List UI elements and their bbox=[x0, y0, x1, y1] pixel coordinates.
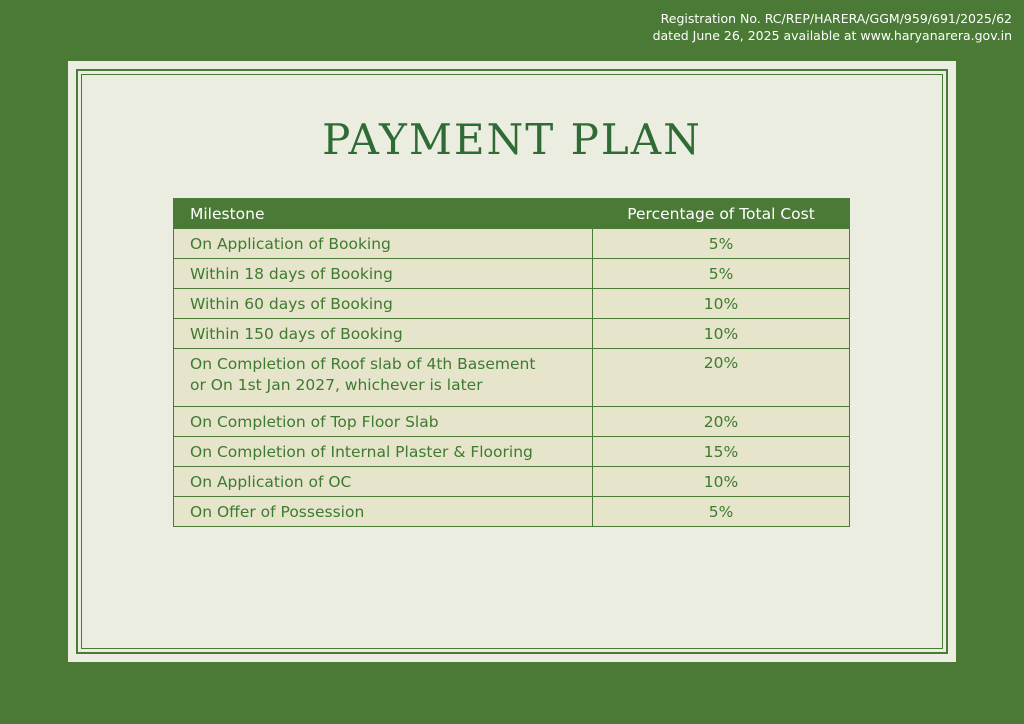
table-row bbox=[174, 407, 850, 437]
payment-plan-table bbox=[173, 198, 850, 527]
percentage-cell: 10% bbox=[593, 289, 850, 319]
percentage-cell: 15% bbox=[593, 437, 850, 467]
registration-line-2: dated June 26, 2025 available at www.haryanarera.gov.in bbox=[652, 28, 1012, 43]
table-row bbox=[174, 497, 850, 527]
percentage-cell: 20% bbox=[593, 407, 850, 437]
table-row bbox=[174, 259, 850, 289]
registration-notice bbox=[653, 10, 1012, 44]
table-row bbox=[174, 319, 850, 349]
milestone-header: Milestone bbox=[174, 199, 593, 229]
table-row bbox=[174, 467, 850, 497]
percentage-cell: 5% bbox=[593, 229, 850, 259]
percentage-cell: 5% bbox=[593, 259, 850, 289]
percentage-cell: 5% bbox=[593, 497, 850, 527]
percentage-cell: 20% bbox=[593, 349, 850, 407]
milestone-cell: On Application of OC bbox=[174, 467, 593, 497]
percentage-header: Percentage of Total Cost bbox=[593, 199, 850, 229]
table-row bbox=[174, 437, 850, 467]
milestone-line-2: or On 1st Jan 2027, whichever is later bbox=[190, 376, 483, 394]
milestone-cell: On Application of Booking bbox=[174, 229, 593, 259]
page-title: PAYMENT PLAN bbox=[322, 115, 702, 164]
percentage-cell: 10% bbox=[593, 467, 850, 497]
milestone-cell: Within 150 days of Booking bbox=[174, 319, 593, 349]
milestone-cell: Within 60 days of Booking bbox=[174, 289, 593, 319]
registration-line-1: Registration No. RC/REP/HARERA/GGM/959/691/2025/62 bbox=[660, 11, 1012, 26]
milestone-line-1: On Completion of Roof slab of 4th Basement bbox=[190, 355, 536, 373]
table-header-row bbox=[174, 199, 850, 229]
table-row bbox=[174, 349, 850, 407]
table-row bbox=[174, 289, 850, 319]
milestone-cell: On Completion of Top Floor Slab bbox=[174, 407, 593, 437]
milestone-cell bbox=[174, 349, 593, 407]
milestone-cell: Within 18 days of Booking bbox=[174, 259, 593, 289]
table-row bbox=[174, 229, 850, 259]
milestone-cell: On Completion of Internal Plaster & Flooring bbox=[174, 437, 593, 467]
payment-plan-card bbox=[68, 61, 956, 662]
percentage-cell: 10% bbox=[593, 319, 850, 349]
milestone-cell: On Offer of Possession bbox=[174, 497, 593, 527]
